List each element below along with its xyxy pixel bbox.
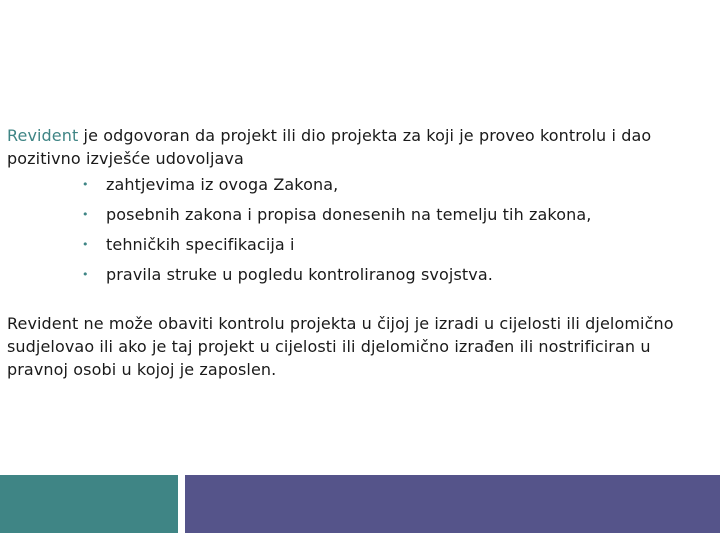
- slide-content: [7, 124, 707, 381]
- bullet-icon: •: [82, 238, 89, 251]
- footer-bar-left: [0, 475, 178, 533]
- intro-text: je odgovoran da projekt ili dio projekta za koji je proveo kontrolu i dao pozitivno izvješće udovoljava: [7, 126, 652, 168]
- list-item-text: posebnih zakona i propisa donesenih na temelju tih zakona,: [106, 205, 592, 224]
- bullet-icon: •: [82, 208, 89, 221]
- bullet-icon: •: [82, 178, 89, 191]
- intro-accent-word: Revident: [7, 126, 79, 145]
- list-item-text: tehničkih specifikacija i: [106, 235, 295, 254]
- list-item: [7, 170, 707, 200]
- bullet-icon: •: [82, 268, 89, 281]
- intro-paragraph: [7, 124, 707, 170]
- second-paragraph: Revident ne može obaviti kontrolu projekta u čijoj je izradi u cijelosti ili djelomično sudjelovao ili ako je taj projekt u cijelosti ili djelomično izrađen ili nostrificiran u pravnoj osobi u kojoj je zaposlen.: [7, 314, 674, 379]
- list-item: [7, 230, 707, 260]
- list-item-text: pravila struke u pogledu kontroliranog svojstva.: [106, 265, 493, 284]
- list-item: [7, 200, 707, 230]
- footer-bar-right: [185, 475, 720, 533]
- list-item: [7, 260, 707, 290]
- list-item-text: zahtjevima iz ovoga Zakona,: [106, 175, 339, 194]
- requirements-list: [7, 170, 707, 290]
